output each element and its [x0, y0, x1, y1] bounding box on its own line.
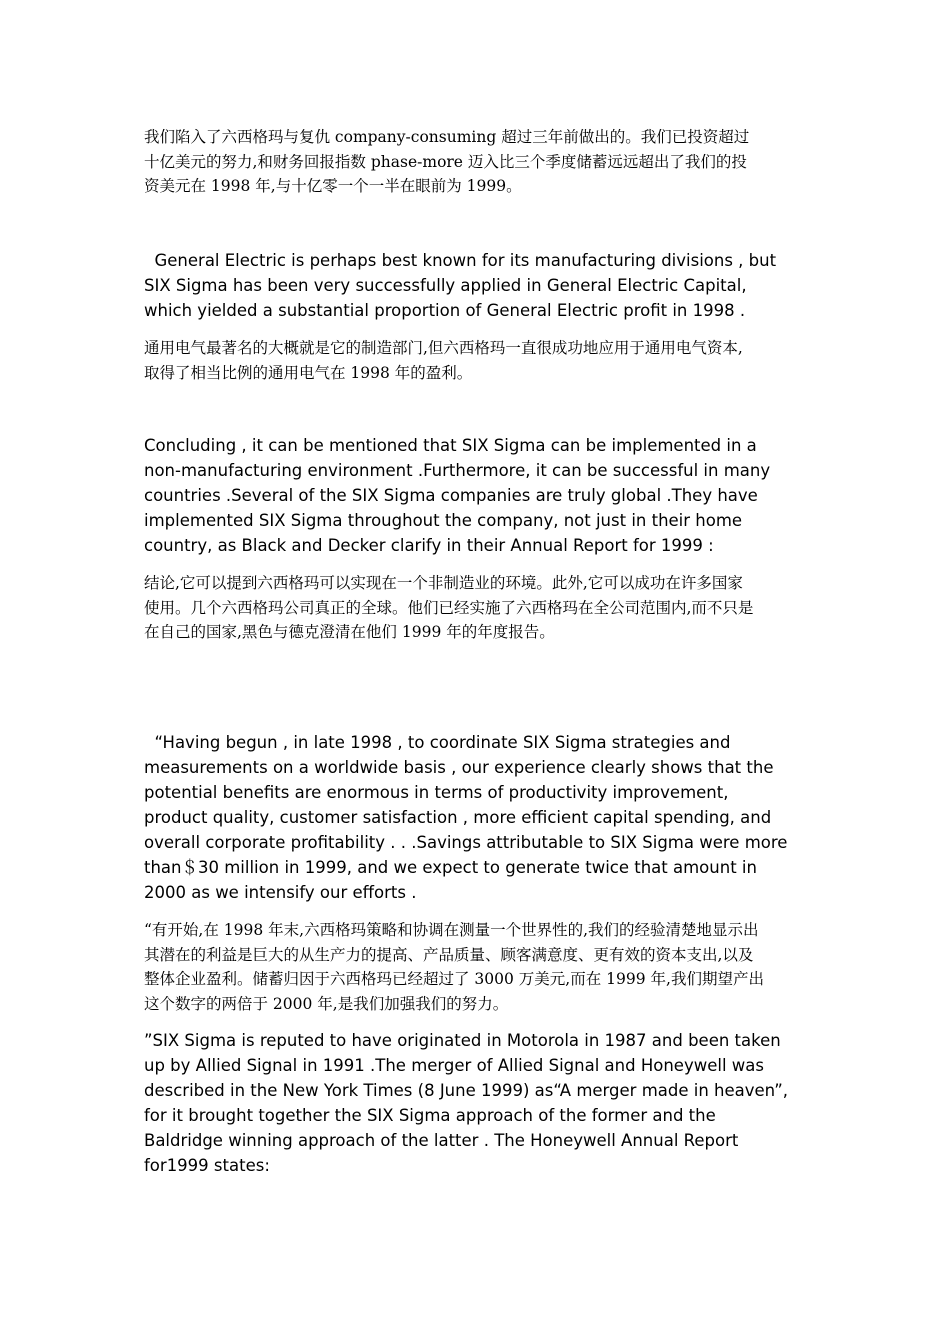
text-line: ”SIX Sigma is reputed to have originated in Motorola in 1987 and been taken [144, 1031, 781, 1050]
text-line: for it brought together the SIX Sigma approach of the former and the [144, 1106, 716, 1125]
text-line: country, as Black and Decker clarify in their Annual Report for 1999 : [144, 536, 714, 555]
text-line: potential benefits are enormous in terms of productivity improvement, [144, 783, 729, 802]
text-line: Concluding , it can be mentioned that SIX Sigma can be implemented in a [144, 436, 757, 455]
paragraph-zh-3 [144, 571, 816, 645]
text-line: 在自己的国家,黑色与德克澄清在他们 1999 年的年度报告。 [144, 623, 555, 641]
text-line: 取得了相当比例的通用电气在 1998 年的盈利。 [144, 363, 473, 382]
text-line: measurements on a worldwide basis , our experience clearly shows that the [144, 758, 774, 777]
text-line: implemented SIX Sigma throughout the company, not just in their home [144, 511, 743, 530]
paragraph-zh-quote [144, 918, 816, 1016]
text-line: 通用电气最著名的大概就是它的制造部门,但六西格玛一直很成功地应用于通用电气资本, [144, 339, 743, 357]
text-line: for1999 states: [144, 1156, 270, 1175]
text-line: 其潜在的利益是巨大的从生产力的提高、产品质量、顾客满意度、更有效的资本支出,以及 [144, 945, 754, 964]
text-line: product quality, customer satisfaction , more efficient capital spending, and [144, 808, 772, 827]
text-line: General Electric is perhaps best known for its manufacturing divisions , but [144, 251, 777, 270]
text-line: Baldridge winning approach of the latter . The Honeywell Annual Report [144, 1131, 739, 1150]
text-line: 2000 as we intensify our efforts . [144, 883, 417, 902]
text-line: up by Allied Signal in 1991 .The merger of Allied Signal and Honeywell was [144, 1056, 764, 1075]
text-line: “有开始,在 1998 年末,六西格玛策略和协调在测量一个世界性的,我们的经验清楚地显示出 [144, 921, 759, 939]
text-line: described in the New York Times (8 June 1999) as“A merger made in heaven”, [144, 1081, 789, 1100]
paragraph-zh-2 [144, 336, 816, 385]
paragraph-en-2 [144, 433, 816, 558]
paragraph-en-3 [144, 1028, 816, 1178]
paragraph-zh-1 [144, 125, 816, 199]
text-line: 十亿美元的努力,和财务回报指数 phase-more 迈入比三个季度储蓄远远超出了我们的投 [144, 152, 747, 171]
paragraph-en-1 [144, 248, 816, 323]
paragraph-en-quote [144, 730, 816, 905]
text-line: 这个数字的两倍于 2000 年,是我们加强我们的努力。 [144, 994, 509, 1013]
text-line: than＄30 million in 1999, and we expect to generate twice that amount in [144, 858, 757, 877]
text-line: 整体企业盈利。储蓄归因于六西格玛已经超过了 3000 万美元,而在 1999 年,我们期望产出 [144, 970, 764, 988]
text-line: overall corporate profitability . . .Savings attributable to SIX Sigma were more [144, 833, 788, 852]
text-line: countries .Several of the SIX Sigma companies are truly global .They have [144, 486, 758, 505]
text-line: “Having begun , in late 1998 , to coordinate SIX Sigma strategies and [144, 733, 731, 752]
text-line: which yielded a substantial proportion of General Electric profit in 1998 . [144, 301, 746, 320]
text-line: 结论,它可以提到六西格玛可以实现在一个非制造业的环境。此外,它可以成功在许多国家 [144, 574, 743, 592]
text-line: SIX Sigma has been very successfully applied in General Electric Capital, [144, 276, 747, 295]
text-line: non-manufacturing environment .Furthermore, it can be successful in many [144, 461, 771, 480]
text-line: 使用。几个六西格玛公司真正的全球。他们已经实施了六西格玛在全公司范围内,而不只是 [144, 598, 754, 617]
text-line: 我们陷入了六西格玛与复仇 company-consuming 超过三年前做出的。我们已投资超过 [144, 128, 750, 146]
text-line: 资美元在 1998 年,与十亿零一个一半在眼前为 1999。 [144, 177, 522, 195]
